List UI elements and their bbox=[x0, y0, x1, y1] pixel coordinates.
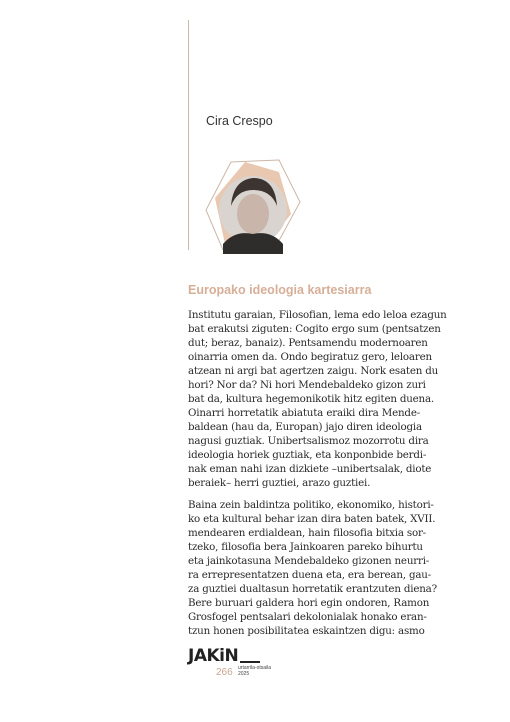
page-footer bbox=[188, 646, 278, 686]
text-line: nagusi guztiak. Unibertsalismoz mozorrotu dira bbox=[188, 435, 429, 447]
paragraph-1 bbox=[188, 308, 447, 490]
text-line: ideologia horiek guztiak, eta konponbide berdi- bbox=[188, 449, 427, 461]
magazine-logo: JAKiN bbox=[188, 646, 239, 666]
publication-months: urtarrila-otsaila bbox=[238, 665, 272, 671]
text-line: ra errepresentatzen duena eta, era berean, gau- bbox=[188, 569, 431, 581]
text-line: ko eta kultural behar izan dira baten batek, XVII. bbox=[188, 513, 436, 525]
logo-rule bbox=[240, 661, 260, 663]
text-line: Bere buruari galdera hori egin ondoren, Ramon bbox=[188, 597, 430, 609]
text-line: tzeko, filosofia bera Jainkoaren pareko bihurtu bbox=[188, 541, 423, 553]
text-line: oinarria omen da. Ondo begiratuz gero, leloaren bbox=[188, 351, 432, 363]
text-line: Grosfogel pentsalari dekolonialak honako eran- bbox=[188, 611, 427, 623]
article-body bbox=[188, 308, 447, 646]
text-line: Baina zein baldintza politiko, ekonomiko, histori- bbox=[188, 499, 434, 511]
text-line: eta jainkotasuna Mendebaldeko gizonen neurri- bbox=[188, 555, 430, 567]
author-portrait bbox=[205, 158, 301, 254]
text-line: nak eman nahi izan dizkiete –unibertsalak, diote bbox=[188, 463, 432, 475]
left-rule bbox=[188, 20, 189, 250]
publication-info bbox=[238, 665, 271, 677]
text-line: tzun honen posibilitatea eskaintzen digu: asmo bbox=[188, 625, 425, 637]
text-line: hori? Nor da? Ni hori Mendebaldeko gizon zuri bbox=[188, 379, 426, 391]
text-line: atzean ni argi bat agertzen zaigu. Nork esaten du bbox=[188, 365, 439, 377]
text-line: baldean (hau da, Europan) jajo diren ideologia bbox=[188, 421, 422, 433]
text-line: beraiek– herri guztiei, arazo guztiei. bbox=[188, 477, 371, 489]
paragraph-2 bbox=[188, 498, 437, 638]
text-line: bat da, kultura hegemonikotik hitz egiten duena. bbox=[188, 393, 435, 405]
publication-year: 2025 bbox=[238, 671, 250, 677]
text-line: Oinarri horretatik abiatuta eraiki dira Mende- bbox=[188, 407, 420, 419]
text-line: za guztiei dualtasun horretatik erantzuten diena? bbox=[188, 583, 437, 595]
text-line: bat erakutsi ziguten: Cogito ergo sum (pentsatzen bbox=[188, 323, 441, 335]
page-number: 266 bbox=[216, 667, 233, 678]
portrait-face bbox=[237, 194, 269, 234]
author-name: Cira Crespo bbox=[206, 114, 273, 128]
text-line: mendearen erdialdean, hain filosofia bitxia sor- bbox=[188, 527, 426, 539]
text-line: dut; beraz, banaiz). Pentsamendu modernoaren bbox=[188, 337, 428, 349]
article-title: Europako ideologia kartesiarra bbox=[188, 283, 372, 297]
text-line: Institutu garaian, Filosofian, lema edo leloa ezagun bbox=[188, 309, 447, 321]
